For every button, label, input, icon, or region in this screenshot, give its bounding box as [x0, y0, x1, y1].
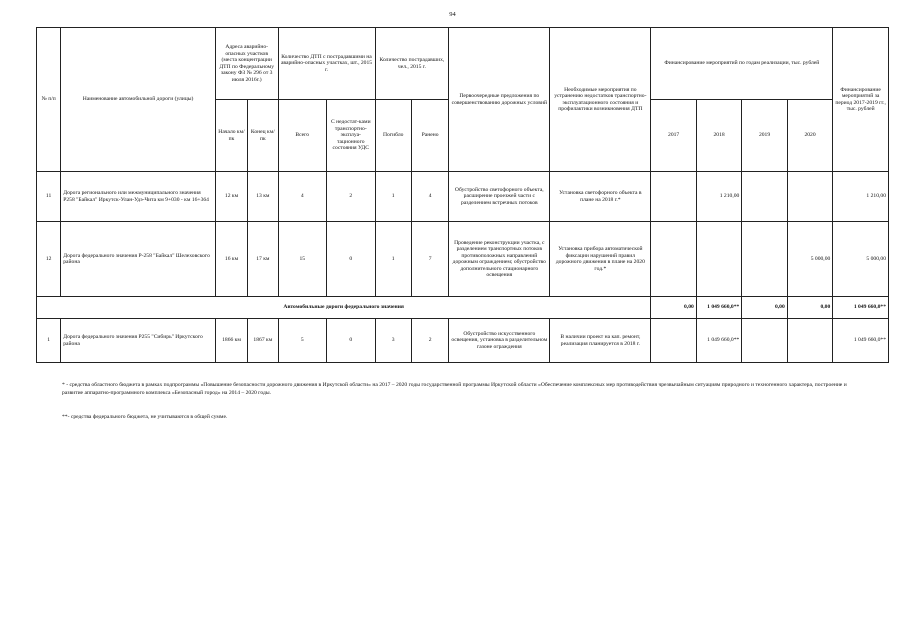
row-2019	[742, 172, 787, 222]
row-2018	[696, 222, 741, 297]
header-start-km: Начало км/пк	[215, 100, 247, 172]
row-road: Дорога регионального или межмуниципального значения Р258 "Байкал" Иркутск-Улан-Удэ-Чита км 9+030 - км 16+364	[61, 172, 216, 222]
row-2017	[651, 172, 696, 222]
row-num: 12	[37, 222, 61, 297]
header-address: Адреса аварийно-опасных участков (места концентрации ДТП по Федеральному закону ФЗ № 296 от 3 июля 2016г.)	[215, 28, 278, 100]
header-total-financing: Финансирование мероприятий за период 2017-2019 гг., тыс. рублей	[833, 28, 889, 172]
footnote-regional-budget: * - средства областного бюджета в рамках подпрограммы «Повышение безопасности дорожного движения в Иркутской области» на 2017 – 2020 годы государственной программы Иркутской области «Обеспечение комплексных мер противодействия чрезвычайным ситуациям природного и техногенного характера, построение и развитие аппаратно-программного комплекса «Безопасный город» на 2014 – 2020 годы.	[62, 382, 847, 396]
section-2018: 1 049 660,0**	[696, 297, 741, 319]
row-defects: 0	[327, 319, 376, 363]
row-2020: 5 000,00	[787, 222, 833, 297]
row-2020	[787, 319, 833, 363]
row-injured: 4	[411, 172, 448, 222]
header-row-1	[37, 28, 889, 100]
header-dtp-count: Количество ДТП с пострадавшими на аварийно-опасных участках, шт., 2015 г.	[278, 28, 375, 100]
row-sum: 1 049 660,0**	[833, 319, 889, 363]
row-measure: В наличии проект на кап. ремонт, реализация планируется в 2018 г.	[550, 319, 651, 363]
header-year-2019: 2019	[742, 100, 787, 172]
row-end: 13 км	[248, 172, 278, 222]
row-start: 16 км	[215, 222, 247, 297]
table-row	[37, 319, 889, 363]
row-road: Дорога федерального значения Р-258 "Байкал" Шелеховского района	[61, 222, 216, 297]
row-num: 11	[37, 172, 61, 222]
section-2017: 0,00	[651, 297, 696, 319]
row-2018: 1 210,00	[696, 172, 741, 222]
row-road: Дорога федерального значения Р255 "Сибирь" Иркутского района	[61, 319, 216, 363]
row-measure: Установка светофорного объекта в плане на 2018 г.*	[550, 172, 651, 222]
row-end: 1867 км	[248, 319, 278, 363]
row-start: 1866 км	[215, 319, 247, 363]
section-title: Автомобильные дороги федерального значения	[37, 297, 651, 319]
row-total: 15	[278, 222, 327, 297]
header-victims: Количество пострадавших, чел., 2015 г.	[375, 28, 449, 100]
row-proposal: Проведение реконструкции участка, с разделением транспортных потоков противоположных направлений дорожным ограждением; обустройство дополнительного стационарного освещения	[449, 222, 550, 297]
row-2019	[742, 319, 787, 363]
row-defects: 0	[327, 222, 376, 297]
row-sum: 5 000,00	[833, 222, 889, 297]
row-proposal: Обустройство искусственного освещения, установка в разделительном газоне ограждения	[449, 319, 550, 363]
section-2020: 0,00	[787, 297, 833, 319]
row-start: 12 км	[215, 172, 247, 222]
table-row	[37, 172, 889, 222]
row-killed: 3	[375, 319, 411, 363]
header-dtp-defects: С недостат-ками транспортно-эксплуа-тационного состояния УДС	[327, 100, 376, 172]
row-killed: 1	[375, 222, 411, 297]
header-dtp-total: Всего	[278, 100, 327, 172]
row-proposal: Обустройство светофорного объекта, расширение проезжей части с разделением встречных потоков	[449, 172, 550, 222]
row-defects: 2	[327, 172, 376, 222]
row-total: 4	[278, 172, 327, 222]
row-num: 1	[37, 319, 61, 363]
header-year-2020: 2020	[787, 100, 833, 172]
row-2017	[651, 222, 696, 297]
row-2018: 1 049 660,0**	[696, 319, 741, 363]
header-num: № п/п	[37, 28, 61, 172]
row-injured: 7	[411, 222, 448, 297]
header-financing: Финансирование мероприятий по годам реализации, тыс. рублей	[651, 28, 833, 100]
header-proposals: Первоочередные предложения по совершенствованию дорожных условий	[449, 28, 550, 172]
header-year-2017: 2017	[651, 100, 696, 172]
row-sum: 1 210,00	[833, 172, 889, 222]
header-killed: Погибло	[375, 100, 411, 172]
row-total: 5	[278, 319, 327, 363]
row-2019	[742, 222, 787, 297]
header-road-name: Наименование автомобильной дороги (улицы)	[61, 28, 216, 172]
header-injured: Ранено	[411, 100, 448, 172]
header-year-2018: 2018	[696, 100, 741, 172]
row-2020	[787, 172, 833, 222]
table-row	[37, 222, 889, 297]
footnote-federal-budget: **- средства федерального бюджета, не учитываются в общей сумме.	[62, 414, 228, 420]
header-end-km: Конец км/пк	[248, 100, 278, 172]
row-end: 17 км	[248, 222, 278, 297]
row-killed: 1	[375, 172, 411, 222]
section-sum: 1 049 660,0**	[833, 297, 889, 319]
row-injured: 2	[411, 319, 448, 363]
header-measures: Необходимые мероприятия по устранению недостатков транспортно-эксплуатационного состояния и профилактики возникновения ДТП	[550, 28, 651, 172]
road-safety-table	[36, 27, 889, 363]
section-row	[37, 297, 889, 319]
section-2019: 0,00	[742, 297, 787, 319]
page-number: 94	[449, 11, 456, 18]
row-2017	[651, 319, 696, 363]
row-measure: Установка прибора автоматической фиксации нарушений правил дорожного движения в плане на 2020 год.*	[550, 222, 651, 297]
